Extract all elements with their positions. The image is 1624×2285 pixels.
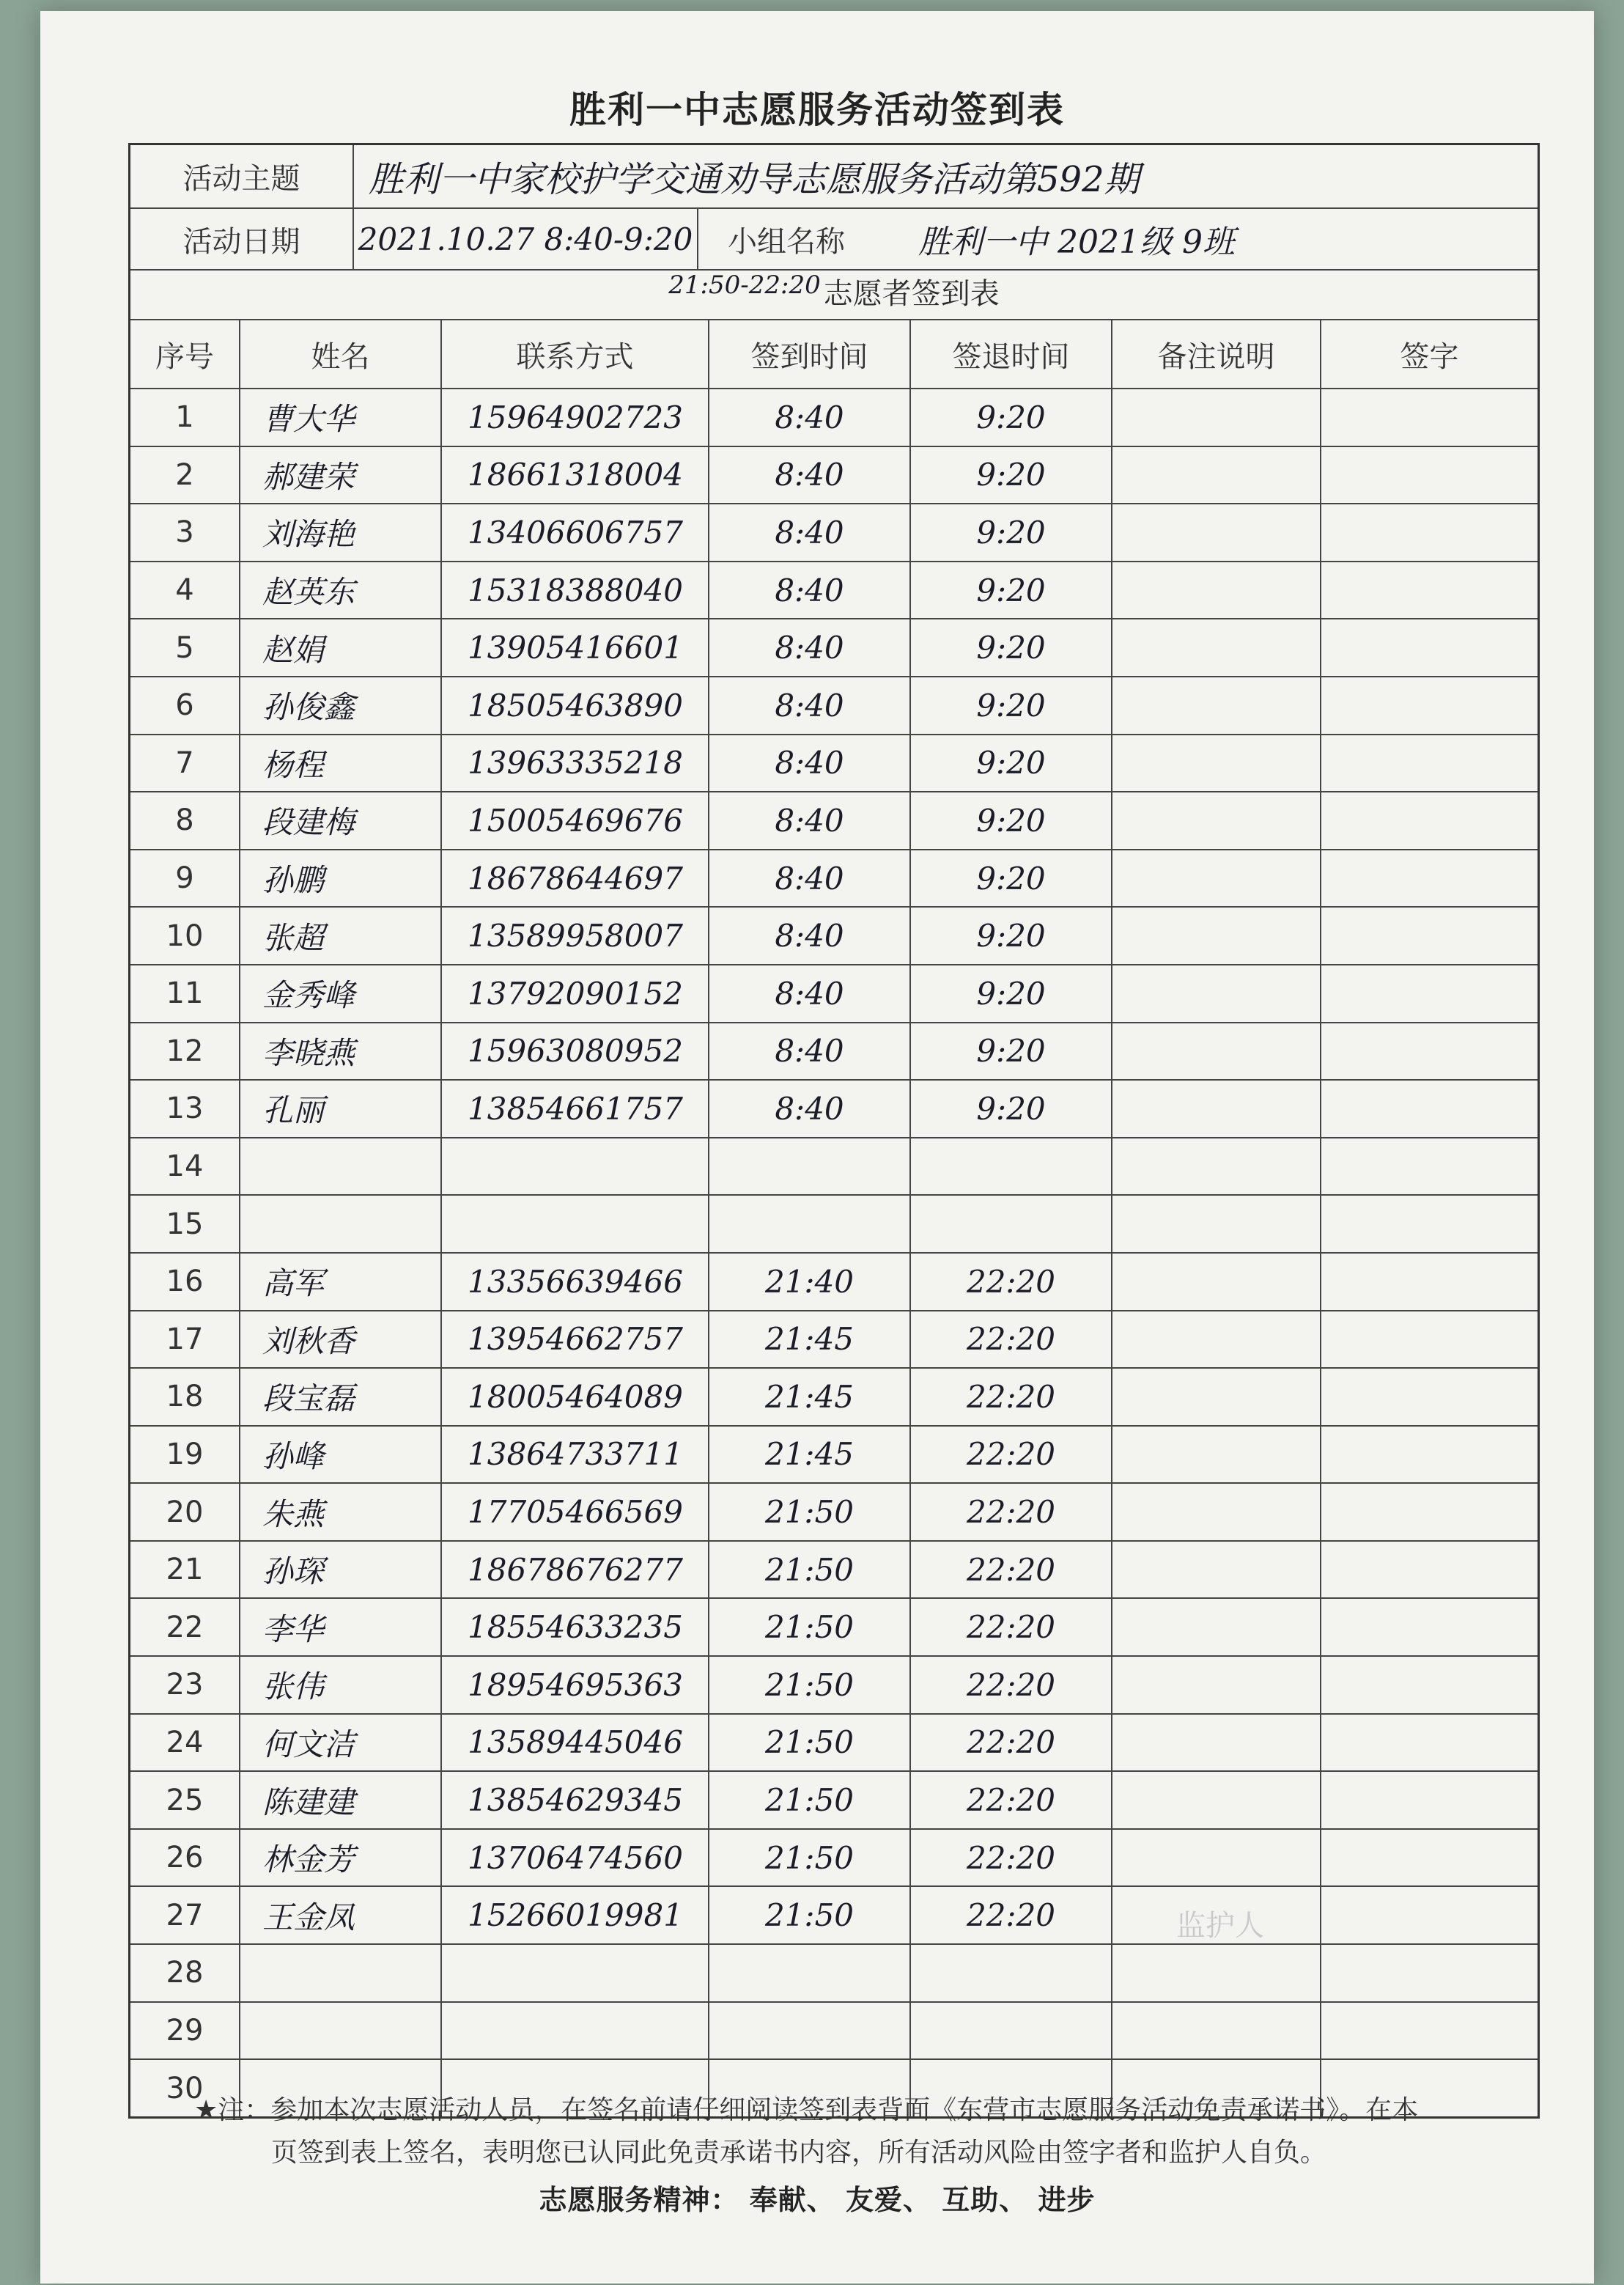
check-in-time: 21:50 xyxy=(709,1887,911,1943)
volunteer-phone: 13854661757 xyxy=(442,1081,709,1137)
remarks-cell xyxy=(1112,850,1321,907)
volunteer-name: 刘秋香 xyxy=(240,1311,442,1368)
volunteer-name: 高军 xyxy=(240,1254,442,1310)
remarks-cell xyxy=(1112,792,1321,849)
volunteer-name: 朱燕 xyxy=(240,1484,442,1540)
check-in-time: 21:40 xyxy=(709,1254,911,1310)
check-in-time: 21:50 xyxy=(709,1599,911,1655)
disclaimer-note xyxy=(194,2089,1528,2174)
signature-cell xyxy=(1321,1945,1538,2001)
row-number: 7 xyxy=(130,735,240,792)
remarks-cell xyxy=(1112,619,1321,676)
faded-text: 监护人 xyxy=(1176,1909,1264,1943)
signature-cell xyxy=(1321,504,1538,561)
remarks-cell xyxy=(1112,908,1321,964)
row-number: 5 xyxy=(130,619,240,676)
volunteer-name: 林金芳 xyxy=(240,1830,442,1886)
check-in-time: 21:50 xyxy=(709,1657,911,1713)
check-in-time xyxy=(709,1196,911,1252)
table-row xyxy=(130,2003,1538,2061)
check-out-time: 22:20 xyxy=(911,1369,1112,1425)
column-header-row xyxy=(130,320,1538,389)
check-out-time: 22:20 xyxy=(911,1772,1112,1828)
signature-cell xyxy=(1321,447,1538,504)
table-row xyxy=(130,1772,1538,1830)
remarks-cell xyxy=(1112,965,1321,1022)
row-number: 12 xyxy=(130,1023,240,1080)
check-in-time xyxy=(709,2003,911,2059)
row-number: 25 xyxy=(130,1772,240,1828)
col-header-check-in: 签到时间 xyxy=(709,320,911,388)
signature-cell xyxy=(1321,735,1538,792)
signature-cell xyxy=(1321,792,1538,849)
date-label: 活动日期 xyxy=(130,209,354,269)
check-out-time: 9:20 xyxy=(911,619,1112,676)
check-in-time: 8:40 xyxy=(709,1023,911,1080)
check-in-time: 21:50 xyxy=(709,1772,911,1828)
check-out-time: 22:20 xyxy=(911,1599,1112,1655)
volunteer-phone: 17705466569 xyxy=(442,1484,709,1540)
theme-value: 胜利一中家校护学交通劝导志愿服务活动第592期 xyxy=(369,159,1140,200)
signature-cell xyxy=(1321,1830,1538,1886)
check-in-time: 8:40 xyxy=(709,735,911,792)
check-out-time: 9:20 xyxy=(911,1081,1112,1137)
table-row xyxy=(130,504,1538,562)
signature-cell xyxy=(1321,1715,1538,1771)
check-in-time xyxy=(709,1138,911,1195)
check-in-time: 21:50 xyxy=(709,1484,911,1540)
check-in-time: 8:40 xyxy=(709,965,911,1022)
check-out-time xyxy=(911,2003,1112,2059)
row-number: 15 xyxy=(130,1196,240,1252)
check-in-time: 21:45 xyxy=(709,1369,911,1425)
volunteer-name: 段建梅 xyxy=(240,792,442,849)
check-out-time: 9:20 xyxy=(911,504,1112,561)
check-out-time: 22:20 xyxy=(911,1311,1112,1368)
col-header-name: 姓名 xyxy=(240,320,442,388)
volunteer-phone: 13854629345 xyxy=(442,1772,709,1828)
signature-cell xyxy=(1321,1023,1538,1080)
row-number: 29 xyxy=(130,2003,240,2059)
volunteer-name: 孙琛 xyxy=(240,1542,442,1598)
theme-label: 活动主题 xyxy=(130,145,354,207)
remarks-cell xyxy=(1112,389,1321,446)
row-number: 27 xyxy=(130,1887,240,1943)
volunteer-name xyxy=(240,1196,442,1252)
remarks-cell xyxy=(1112,1715,1321,1771)
volunteer-name: 陈建建 xyxy=(240,1772,442,1828)
volunteer-name: 孙俊鑫 xyxy=(240,677,442,734)
volunteer-phone: 18505463890 xyxy=(442,677,709,734)
volunteer-name: 李晓燕 xyxy=(240,1023,442,1080)
signature-cell xyxy=(1321,1772,1538,1828)
table-row xyxy=(130,619,1538,677)
signature-cell xyxy=(1321,1081,1538,1137)
row-number: 18 xyxy=(130,1369,240,1425)
row-number: 4 xyxy=(130,562,240,619)
volunteer-name: 张超 xyxy=(240,908,442,964)
volunteer-phone: 18678676277 xyxy=(442,1542,709,1598)
sign-in-sheet-paper xyxy=(40,11,1594,2284)
table-body xyxy=(130,389,1538,2116)
remarks-cell xyxy=(1112,1138,1321,1195)
row-number: 19 xyxy=(130,1427,240,1483)
remarks-cell xyxy=(1112,562,1321,619)
check-in-time: 8:40 xyxy=(709,389,911,446)
volunteer-phone: 13589445046 xyxy=(442,1715,709,1771)
volunteer-name: 何文洁 xyxy=(240,1715,442,1771)
table-row xyxy=(130,908,1538,965)
col-header-phone: 联系方式 xyxy=(442,320,709,388)
check-out-time: 9:20 xyxy=(911,850,1112,907)
disclaimer-line-2: 页签到表上签名，表明您已认同此免责承诺书内容，所有活动风险由签字者和监护人自负。 xyxy=(271,2138,1327,2168)
table-row xyxy=(130,1081,1538,1138)
volunteer-phone: 13589958007 xyxy=(442,908,709,964)
volunteer-name: 曹大华 xyxy=(240,389,442,446)
check-out-time: 9:20 xyxy=(911,389,1112,446)
disclaimer-line-1: ★注：参加本次志愿活动人员，在签名前请仔细阅读签到表背面《东营市志愿服务活动免责承诺书》。在本 xyxy=(194,2095,1419,2125)
signature-cell xyxy=(1321,1887,1538,1943)
row-number: 14 xyxy=(130,1138,240,1195)
remarks-cell xyxy=(1112,1427,1321,1483)
signature-cell xyxy=(1321,1196,1538,1252)
table-row xyxy=(130,1023,1538,1081)
table-row xyxy=(130,677,1538,735)
check-out-time: 22:20 xyxy=(911,1830,1112,1886)
volunteer-phone: 13406606757 xyxy=(442,504,709,561)
check-in-time: 8:40 xyxy=(709,850,911,907)
volunteer-phone: 13706474560 xyxy=(442,1830,709,1886)
check-in-time xyxy=(709,1945,911,2001)
volunteer-name xyxy=(240,2003,442,2059)
remarks-cell xyxy=(1112,735,1321,792)
table-row xyxy=(130,1369,1538,1427)
check-in-time: 21:50 xyxy=(709,1715,911,1771)
remarks-cell xyxy=(1112,1023,1321,1080)
volunteer-phone: 13905416601 xyxy=(442,619,709,676)
row-number: 3 xyxy=(130,504,240,561)
row-number: 9 xyxy=(130,850,240,907)
signature-cell xyxy=(1321,1599,1538,1655)
subtitle-row xyxy=(130,271,1538,320)
remarks-cell xyxy=(1112,504,1321,561)
row-number: 11 xyxy=(130,965,240,1022)
table-row xyxy=(130,1254,1538,1311)
table-row xyxy=(130,1830,1538,1888)
volunteer-phone: 13864733711 xyxy=(442,1427,709,1483)
check-out-time: 22:20 xyxy=(911,1715,1112,1771)
volunteer-name: 赵英东 xyxy=(240,562,442,619)
volunteer-phone: 13963335218 xyxy=(442,735,709,792)
check-out-time xyxy=(911,1945,1112,2001)
remarks-cell xyxy=(1112,1484,1321,1540)
volunteer-phone: 18678644697 xyxy=(442,850,709,907)
signature-cell xyxy=(1321,677,1538,734)
table-row xyxy=(130,1542,1538,1600)
signature-cell xyxy=(1321,619,1538,676)
volunteer-phone: 15266019981 xyxy=(442,1887,709,1943)
signature-cell xyxy=(1321,1369,1538,1425)
volunteer-name: 张伟 xyxy=(240,1657,442,1713)
row-number: 26 xyxy=(130,1830,240,1886)
remarks-cell xyxy=(1112,1311,1321,1368)
remarks-cell xyxy=(1112,677,1321,734)
signature-cell xyxy=(1321,562,1538,619)
check-out-time: 9:20 xyxy=(911,447,1112,504)
volunteer-phone: 18954695363 xyxy=(442,1657,709,1713)
table-row xyxy=(130,1427,1538,1484)
check-out-time: 9:20 xyxy=(911,735,1112,792)
remarks-cell xyxy=(1112,1945,1321,2001)
group-value: 胜利一中 2021级 9班 xyxy=(918,224,1235,261)
table-row xyxy=(130,735,1538,793)
check-out-time: 9:20 xyxy=(911,792,1112,849)
signature-cell xyxy=(1321,850,1538,907)
volunteer-name: 杨程 xyxy=(240,735,442,792)
volunteer-phone: 13356639466 xyxy=(442,1254,709,1310)
check-out-time: 9:20 xyxy=(911,562,1112,619)
row-number: 1 xyxy=(130,389,240,446)
table-row xyxy=(130,792,1538,850)
check-in-time: 8:40 xyxy=(709,562,911,619)
table-row xyxy=(130,1311,1538,1369)
check-out-time: 22:20 xyxy=(911,1427,1112,1483)
row-number: 16 xyxy=(130,1254,240,1310)
signature-cell xyxy=(1321,1311,1538,1368)
check-in-time: 8:40 xyxy=(709,1081,911,1137)
remarks-cell xyxy=(1112,1254,1321,1310)
check-in-time: 8:40 xyxy=(709,792,911,849)
table-row xyxy=(130,1945,1538,2003)
remarks-cell xyxy=(1112,447,1321,504)
remarks-cell xyxy=(1112,1369,1321,1425)
remarks-cell xyxy=(1112,1830,1321,1886)
table-row xyxy=(130,1657,1538,1715)
sign-in-table xyxy=(128,143,1540,2119)
table-row xyxy=(130,562,1538,620)
signature-cell xyxy=(1321,1657,1538,1713)
volunteer-phone: 13954662757 xyxy=(442,1311,709,1368)
volunteer-phone: 13792090152 xyxy=(442,965,709,1022)
volunteer-name: 李华 xyxy=(240,1599,442,1655)
table-row xyxy=(130,1887,1538,1945)
volunteer-name: 刘海艳 xyxy=(240,504,442,561)
remarks-cell xyxy=(1112,1772,1321,1828)
check-out-time: 22:20 xyxy=(911,1542,1112,1598)
check-in-time: 8:40 xyxy=(709,619,911,676)
check-out-time: 9:20 xyxy=(911,965,1112,1022)
row-number: 8 xyxy=(130,792,240,849)
check-in-time: 8:40 xyxy=(709,504,911,561)
volunteer-name xyxy=(240,1945,442,2001)
row-number: 2 xyxy=(130,447,240,504)
check-out-time: 22:20 xyxy=(911,1657,1112,1713)
remarks-cell xyxy=(1112,1196,1321,1252)
table-row xyxy=(130,447,1538,505)
check-in-time: 21:50 xyxy=(709,1542,911,1598)
row-number: 28 xyxy=(130,1945,240,2001)
row-number: 20 xyxy=(130,1484,240,1540)
volunteer-name: 赵娟 xyxy=(240,619,442,676)
table-row xyxy=(130,1196,1538,1254)
row-number: 30 xyxy=(130,2060,240,2116)
remarks-cell xyxy=(1112,1657,1321,1713)
signature-cell xyxy=(1321,2003,1538,2059)
check-in-time: 21:45 xyxy=(709,1311,911,1368)
check-out-time: 22:20 xyxy=(911,1887,1112,1943)
remarks-cell xyxy=(1112,1081,1321,1137)
volunteer-phone xyxy=(442,2003,709,2059)
row-number: 10 xyxy=(130,908,240,964)
volunteer-name: 段宝磊 xyxy=(240,1369,442,1425)
volunteer-phone: 18661318004 xyxy=(442,447,709,504)
page-title: 胜利一中志愿服务活动签到表 xyxy=(569,89,1065,131)
table-subtitle: 志愿者签到表 xyxy=(823,277,1000,311)
group-label: 小组名称 xyxy=(728,224,845,259)
volunteer-phone xyxy=(442,1196,709,1252)
signature-cell xyxy=(1321,1484,1538,1540)
check-in-time: 21:45 xyxy=(709,1427,911,1483)
theme-row xyxy=(130,145,1538,209)
table-row xyxy=(130,850,1538,908)
check-out-time: 9:20 xyxy=(911,1023,1112,1080)
volunteer-phone: 15964902723 xyxy=(442,389,709,446)
table-row xyxy=(130,965,1538,1023)
second-session-time: 21:50-22:20 xyxy=(668,271,821,300)
volunteer-name: 王金凤 xyxy=(240,1887,442,1943)
signature-cell xyxy=(1321,1254,1538,1310)
remarks-cell xyxy=(1112,1599,1321,1655)
table-row xyxy=(130,389,1538,447)
signature-cell xyxy=(1321,1138,1538,1195)
volunteer-phone: 18554633235 xyxy=(442,1599,709,1655)
volunteer-spirit: 志愿服务精神： 奉献、 友爱、 互助、 进步 xyxy=(539,2184,1096,2216)
check-out-time: 9:20 xyxy=(911,908,1112,964)
volunteer-phone: 18005464089 xyxy=(442,1369,709,1425)
signature-cell xyxy=(1321,1427,1538,1483)
table-row xyxy=(130,1599,1538,1657)
row-number: 22 xyxy=(130,1599,240,1655)
remarks-cell xyxy=(1112,2003,1321,2059)
signature-cell xyxy=(1321,908,1538,964)
volunteer-phone: 15963080952 xyxy=(442,1023,709,1080)
row-number: 24 xyxy=(130,1715,240,1771)
col-header-no: 序号 xyxy=(130,320,240,388)
volunteer-phone: 15318388040 xyxy=(442,562,709,619)
col-header-remarks: 备注说明 xyxy=(1112,320,1321,388)
row-number: 17 xyxy=(130,1311,240,1368)
table-row xyxy=(130,1484,1538,1542)
check-in-time: 21:50 xyxy=(709,1830,911,1886)
volunteer-name: 孙峰 xyxy=(240,1427,442,1483)
row-number: 13 xyxy=(130,1081,240,1137)
check-out-time: 9:20 xyxy=(911,677,1112,734)
row-number: 21 xyxy=(130,1542,240,1598)
volunteer-name xyxy=(240,1138,442,1195)
row-number: 6 xyxy=(130,677,240,734)
check-in-time: 8:40 xyxy=(709,447,911,504)
row-number: 23 xyxy=(130,1657,240,1713)
remarks-cell xyxy=(1112,1542,1321,1598)
check-in-time: 8:40 xyxy=(709,677,911,734)
table-row xyxy=(130,1138,1538,1196)
date-value: 2021.10.27 8:40-9:20 xyxy=(354,209,698,269)
check-in-time: 8:40 xyxy=(709,908,911,964)
signature-cell xyxy=(1321,965,1538,1022)
volunteer-name: 郝建荣 xyxy=(240,447,442,504)
col-header-check-out: 签退时间 xyxy=(911,320,1112,388)
check-out-time xyxy=(911,1196,1112,1252)
signature-cell xyxy=(1321,1542,1538,1598)
table-row xyxy=(130,1715,1538,1773)
date-row xyxy=(130,209,1538,271)
col-header-signature: 签字 xyxy=(1400,339,1459,374)
volunteer-name: 孙鹏 xyxy=(240,850,442,907)
volunteer-phone xyxy=(442,1945,709,2001)
signature-cell xyxy=(1321,389,1538,446)
check-out-time xyxy=(911,1138,1112,1195)
volunteer-name: 孔丽 xyxy=(240,1081,442,1137)
volunteer-name: 金秀峰 xyxy=(240,965,442,1022)
check-out-time: 22:20 xyxy=(911,1254,1112,1310)
check-out-time: 22:20 xyxy=(911,1484,1112,1540)
volunteer-phone xyxy=(442,1138,709,1195)
volunteer-phone: 15005469676 xyxy=(442,792,709,849)
